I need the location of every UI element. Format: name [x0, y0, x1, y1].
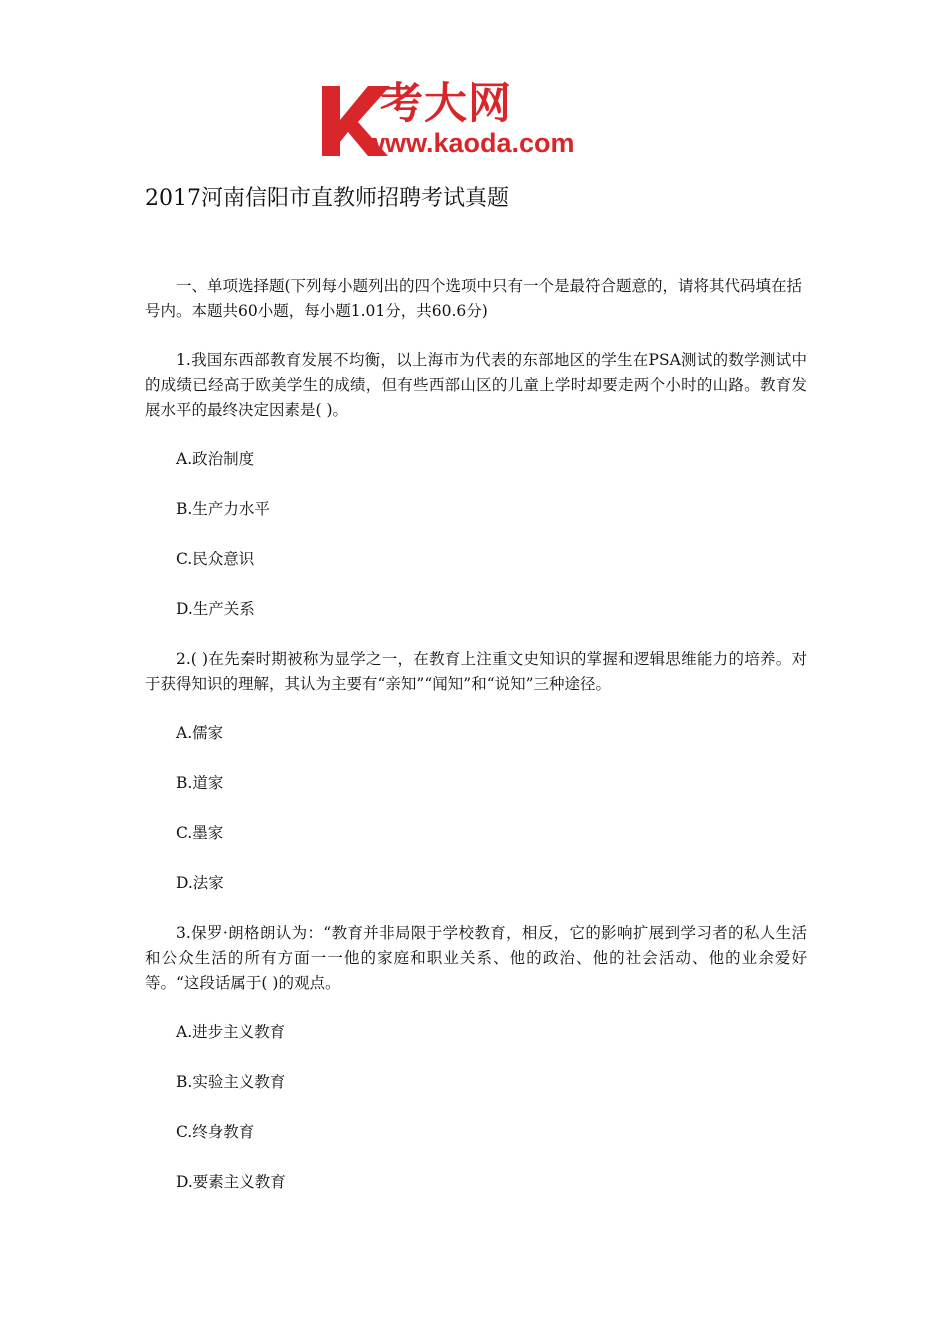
option-b: B.生产力水平: [176, 500, 270, 518]
question-stem: 1.我国东西部教育发展不均衡，以上海市为代表的东部地区的学生在PSA测试的数学测试中的成绩已经高于欧美学生的成绩，但有些西部山区的儿童上学时却要走两个小时的山路。教育发展水平的最终决定因素是( )。: [145, 351, 807, 419]
option-c: C.民众意识: [176, 550, 255, 568]
option-c: C.终身教育: [176, 1123, 255, 1141]
question-stem: 2.( )在先秦时期被称为显学之一，在教育上注重文史知识的掌握和逻辑思维能力的培养。对于获得知识的理解，其认为主要有“亲知”“闻知”和“说知”三种途径。: [145, 650, 807, 693]
logo-brand-cn: 考大网: [380, 79, 512, 129]
section-heading: 一、单项选择题(下列每小题列出的四个选项中只有一个是最符合题意的，请将其代码填在括号内。本题共60小题，每小题1.01分，共60.6分): [145, 277, 803, 320]
option-d: D.生产关系: [176, 600, 255, 618]
question-3: [145, 921, 807, 1195]
logo-brand-url: www.kaoda.com: [364, 128, 575, 158]
option-a: A.儒家: [176, 724, 224, 742]
option-d: D.要素主义教育: [176, 1173, 286, 1191]
option-b: B.道家: [176, 774, 224, 792]
kaoda-logo: [318, 80, 648, 160]
document-body: [145, 274, 807, 1220]
question-1: [145, 348, 807, 622]
question-2: [145, 647, 807, 896]
option-d: D.法家: [176, 874, 224, 892]
option-a: A.进步主义教育: [176, 1023, 286, 1041]
option-a: A.政治制度: [176, 450, 255, 468]
question-stem: 3.保罗·朗格朗认为：“教育并非局限于学校教育，相反，它的影响扩展到学习者的私人生活和公众生活的所有方面一一他的家庭和职业关系、他的政治、他的社会活动、他的业余爱好等。“这段话属于( )的观点。: [145, 924, 807, 992]
option-b: B.实验主义教育: [176, 1073, 286, 1091]
page-title: 2017河南信阳市直教师招聘考试真题: [145, 186, 509, 211]
option-c: C.墨家: [176, 824, 224, 842]
